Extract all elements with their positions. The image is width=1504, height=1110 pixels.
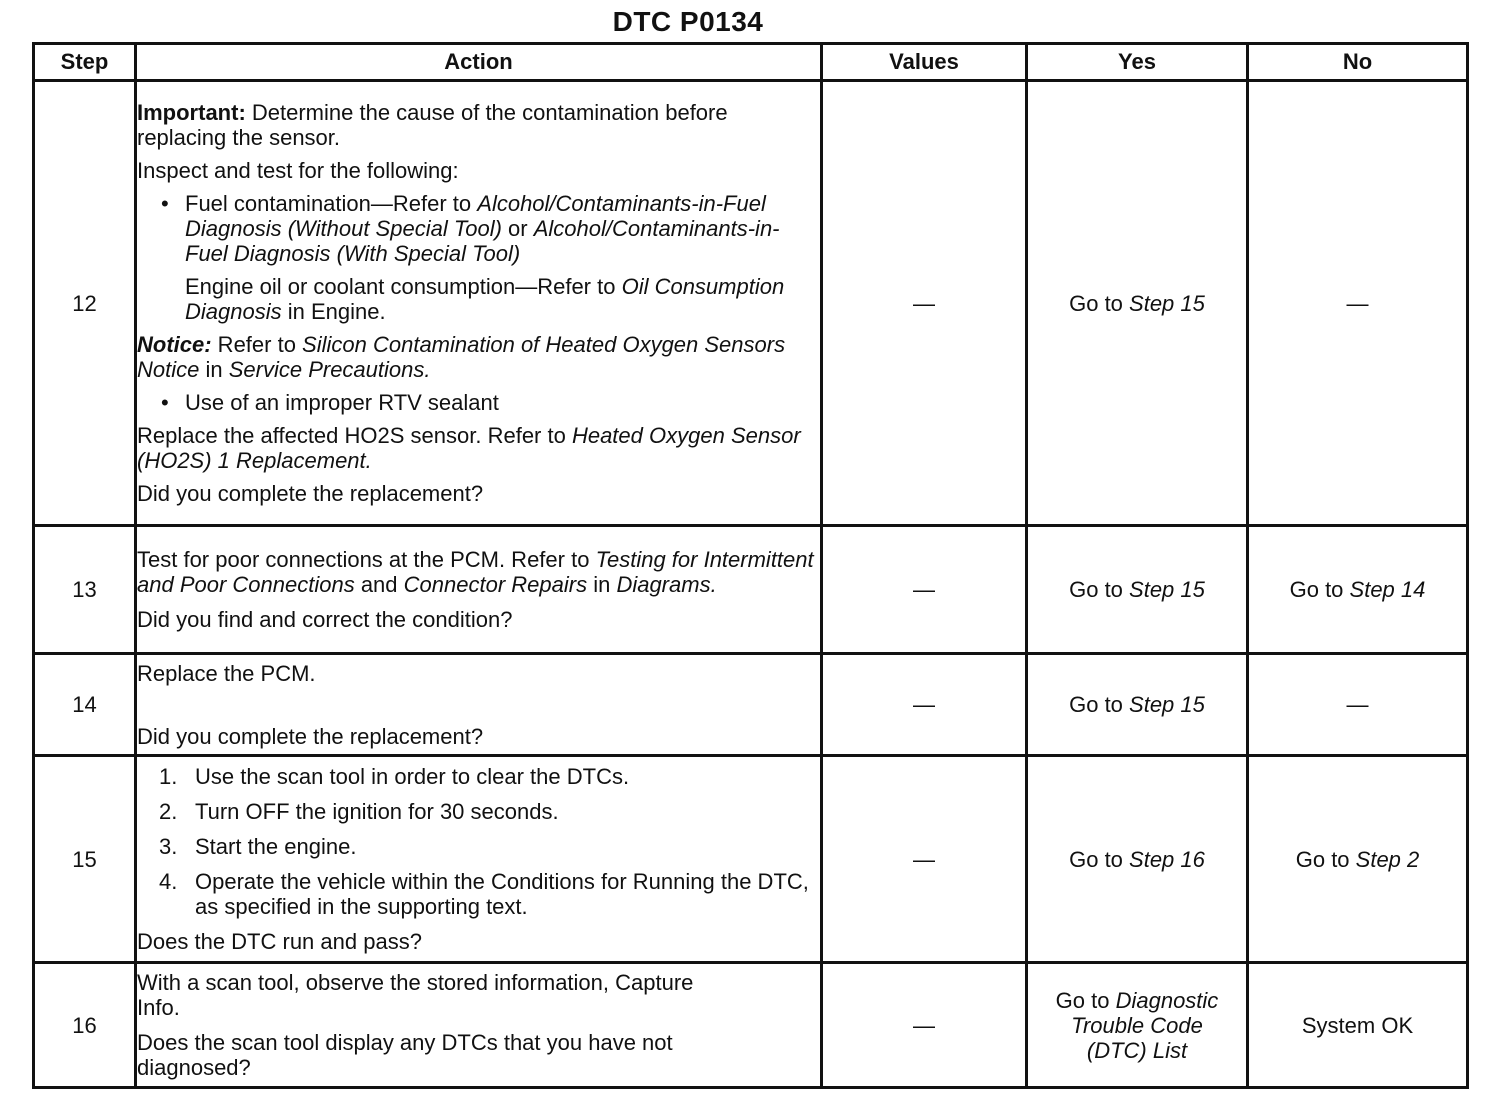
yes-step-link: Step 16 — [1129, 846, 1205, 872]
inspect-text: Inspect and test for the following: — [137, 158, 459, 183]
column-header-action: Action — [136, 44, 822, 81]
bullet-text: Use of an improper RTV sealant — [185, 390, 499, 415]
yes-step-link: Step 15 — [1129, 692, 1205, 717]
reference-link: Testing for Intermittent and Poor Connections — [137, 547, 814, 597]
important-text: Determine the cause of the contamination before replacing the sensor. — [137, 100, 728, 150]
no-cell: System OK — [1248, 963, 1468, 1088]
reference-link: Connector Repairs — [403, 572, 588, 597]
action-cell — [136, 963, 822, 1088]
no-cell: Go to Step 2 — [1248, 756, 1468, 963]
reference-link: Silicon Contamination of Heated Oxygen Sensors Notice — [137, 332, 786, 382]
notice-text: in — [199, 357, 229, 382]
step-number: 14 — [34, 654, 136, 756]
yes-cell: Go to Step 15 — [1027, 654, 1248, 756]
action-text: Replace the PCM. — [137, 660, 316, 686]
item-text: in Engine. — [281, 299, 386, 324]
question-text: Did you find and correct the condition? — [137, 607, 513, 632]
bullet-icon: • — [161, 191, 169, 216]
no-cell: Go to Step 14 — [1248, 526, 1468, 654]
question-text: Did you complete the replacement? — [137, 481, 484, 506]
values-cell: — — [822, 756, 1027, 963]
reference-link: Alcohol/Contaminants-in-Fuel Diagnosis (With Special Tool) — [185, 216, 780, 266]
list-item: 4. Operate the vehicle within the Conditions for Running the DTC, as specified in the supporting text. — [159, 869, 809, 919]
bullet-text: Fuel contamination—Refer to — [185, 191, 478, 216]
question-text: Does the scan tool display any DTCs that you have not diagnosed? — [137, 1030, 673, 1080]
reference-link: Diagrams. — [616, 572, 717, 597]
notice-text: Refer to — [211, 332, 303, 357]
page-title: DTC P0134 — [612, 6, 764, 37]
reference-link: Service Precautions. — [228, 357, 431, 382]
action-text: With a scan tool, observe the stored information, Capture Info. — [137, 970, 694, 1020]
table-row-step-15 — [34, 756, 1468, 963]
action-cell — [136, 526, 822, 654]
step-number: 12 — [34, 81, 136, 526]
reference-link: Alcohol/Contaminants-in-Fuel Diagnosis (Without Special Tool) — [185, 191, 766, 241]
yes-step-link: Step 15 — [1129, 290, 1205, 316]
column-header-yes: Yes — [1027, 44, 1248, 81]
yes-step-link: Step 15 — [1129, 577, 1205, 602]
column-header-values: Values — [822, 44, 1027, 81]
no-cell: — — [1248, 81, 1468, 526]
list-item: 2. Turn OFF the ignition for 30 seconds. — [159, 799, 559, 824]
reference-link: Heated Oxygen Sensor (HO2S) 1 Replacement. — [137, 423, 801, 473]
values-cell: — — [822, 526, 1027, 654]
question-text: Did you complete the replacement? — [137, 723, 484, 749]
yes-dtc-list-link: Diagnostic Trouble Code (DTC) List — [1071, 987, 1219, 1063]
table-row-step-13 — [34, 526, 1468, 654]
no-step-link: Step 14 — [1349, 577, 1426, 602]
table-row-step-12 — [34, 81, 1468, 526]
item-text: Engine oil or coolant consumption—Refer to — [185, 274, 622, 299]
no-step-link: Step 2 — [1355, 846, 1420, 872]
step-number: 15 — [34, 756, 136, 963]
values-cell: — — [822, 654, 1027, 756]
action-cell — [136, 654, 822, 756]
column-header-step: Step — [34, 44, 136, 81]
reference-link: Oil Consumption Diagnosis — [185, 274, 785, 324]
values-cell: — — [822, 81, 1027, 526]
list-item: 1. Use the scan tool in order to clear the DTCs. — [159, 764, 630, 789]
list-item — [137, 390, 820, 415]
important-note — [137, 100, 820, 150]
notice-note — [137, 332, 820, 382]
yes-cell: Go to Step 15 — [1027, 526, 1248, 654]
important-label: Important: — [137, 100, 246, 125]
table-header-row — [34, 44, 1468, 81]
yes-cell: Go to Diagnostic Trouble Code (DTC) List — [1027, 963, 1248, 1088]
bullet-icon: • — [161, 390, 169, 415]
action-cell — [136, 756, 822, 963]
question-text: Does the DTC run and pass? — [137, 929, 422, 954]
table-row-step-14 — [34, 654, 1468, 756]
step-number: 13 — [34, 526, 136, 654]
diagnostic-table — [32, 42, 1469, 1089]
list-item: 3. Start the engine. — [159, 834, 357, 859]
list-item — [137, 191, 820, 266]
no-cell: — — [1248, 654, 1468, 756]
list-item — [137, 274, 820, 324]
action-text: Test for poor connections at the PCM. Refer to Testing for Intermittent and Poor Connections and Connector Repairs in Diagrams. — [137, 547, 814, 597]
yes-cell: Go to Step 16 — [1027, 756, 1248, 963]
column-header-no: No — [1248, 44, 1468, 81]
notice-label: Notice: — [137, 332, 212, 357]
step-number: 16 — [34, 963, 136, 1088]
yes-cell: Go to Step 15 — [1027, 81, 1248, 526]
values-cell: — — [822, 963, 1027, 1088]
replace-text: Replace the affected HO2S sensor. Refer to Heated Oxygen Sensor (HO2S) 1 Replacement. — [137, 423, 801, 473]
bullet-text: or — [501, 216, 534, 241]
action-cell — [136, 81, 822, 526]
table-row-step-16 — [34, 963, 1468, 1088]
